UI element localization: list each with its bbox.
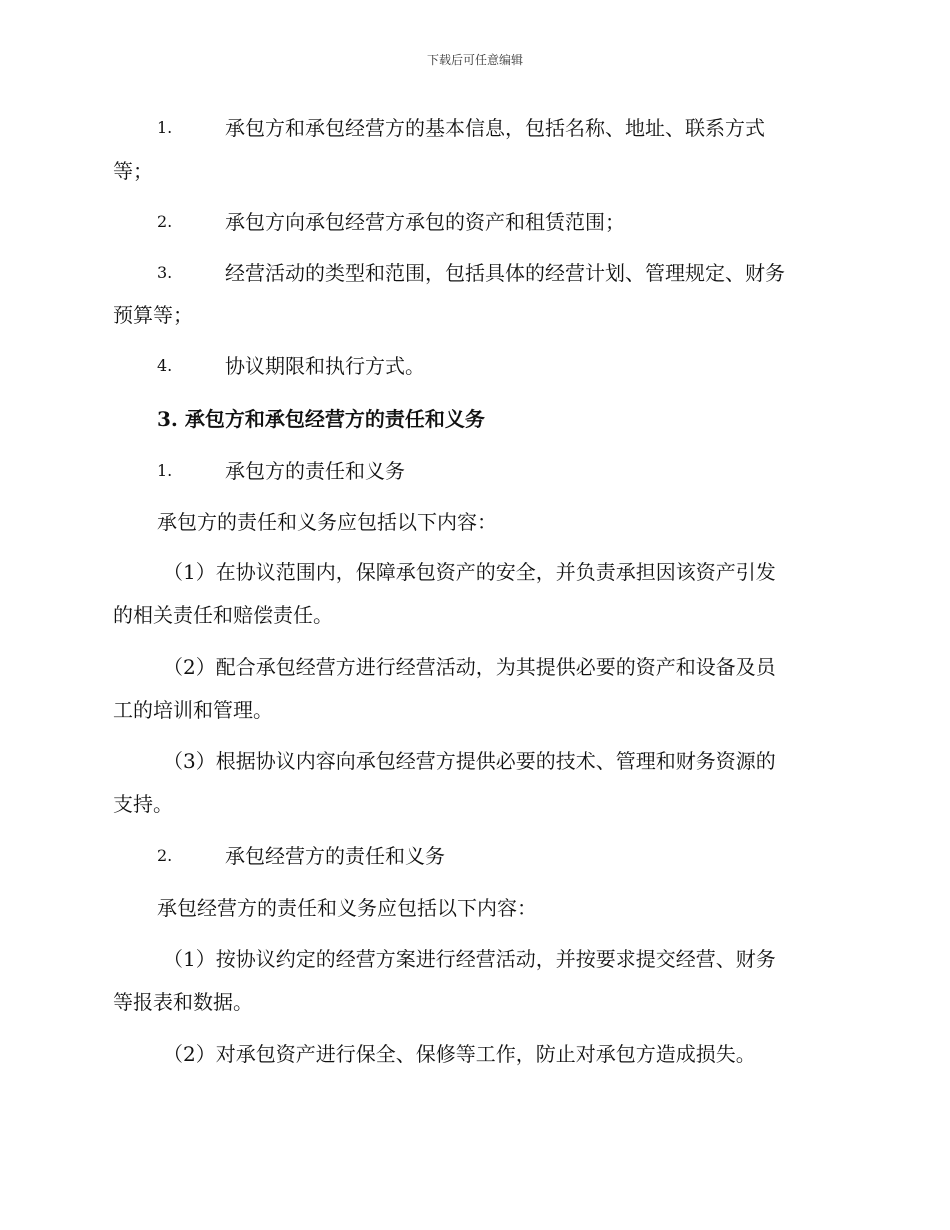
- subsection-number: 2.: [157, 846, 173, 865]
- point-text: （2）对承包资产进行保全、保修等工作，防止对承包方造成损失。: [163, 1042, 756, 1066]
- point-text-continued: 等报表和数据。: [113, 990, 253, 1014]
- list-item-text: 承包方和承包经营方的基本信息，包括名称、地址、联系方式: [225, 116, 765, 140]
- list-item-text: 协议期限和执行方式。: [225, 354, 425, 378]
- list-item-text: 承包方向承包经营方承包的资产和租赁范围；: [225, 210, 625, 234]
- list-item-text: 经营活动的类型和范围，包括具体的经营计划、管理规定、财务: [225, 261, 785, 285]
- point-text-continued: 的相关责任和赔偿责任。: [113, 603, 333, 627]
- list-number: 2.: [157, 212, 173, 231]
- subsection-intro: 承包经营方的责任和义务应包括以下内容：: [157, 896, 537, 920]
- point-text: （3）根据协议内容向承包经营方提供必要的技术、管理和财务资源的: [163, 749, 776, 773]
- subsection-title: 承包经营方的责任和义务: [225, 844, 445, 868]
- list-number: 1.: [157, 118, 173, 137]
- section-heading: 3. 承包方和承包经营方的责任和义务: [157, 407, 485, 431]
- page-header: 下载后可任意编辑: [426, 53, 523, 67]
- point-text-continued: 工的培训和管理。: [113, 698, 273, 722]
- subsection-title: 承包方的责任和义务: [225, 459, 405, 483]
- point-text: （1）在协议范围内，保障承包资产的安全，并负责承担因该资产引发: [163, 560, 776, 584]
- point-text-continued: 支持。: [113, 792, 173, 816]
- list-number: 4.: [157, 356, 173, 375]
- list-item-text-continued: 预算等；: [113, 303, 193, 327]
- point-text: （1）按协议约定的经营方案进行经营活动，并按要求提交经营、财务: [163, 947, 776, 971]
- point-text: （2）配合承包经营方进行经营活动，为其提供必要的资产和设备及员: [163, 655, 776, 679]
- subsection-number: 1.: [157, 461, 173, 480]
- list-item-text-continued: 等；: [113, 159, 153, 183]
- subsection-intro: 承包方的责任和义务应包括以下内容：: [157, 510, 497, 534]
- list-number: 3.: [157, 263, 173, 282]
